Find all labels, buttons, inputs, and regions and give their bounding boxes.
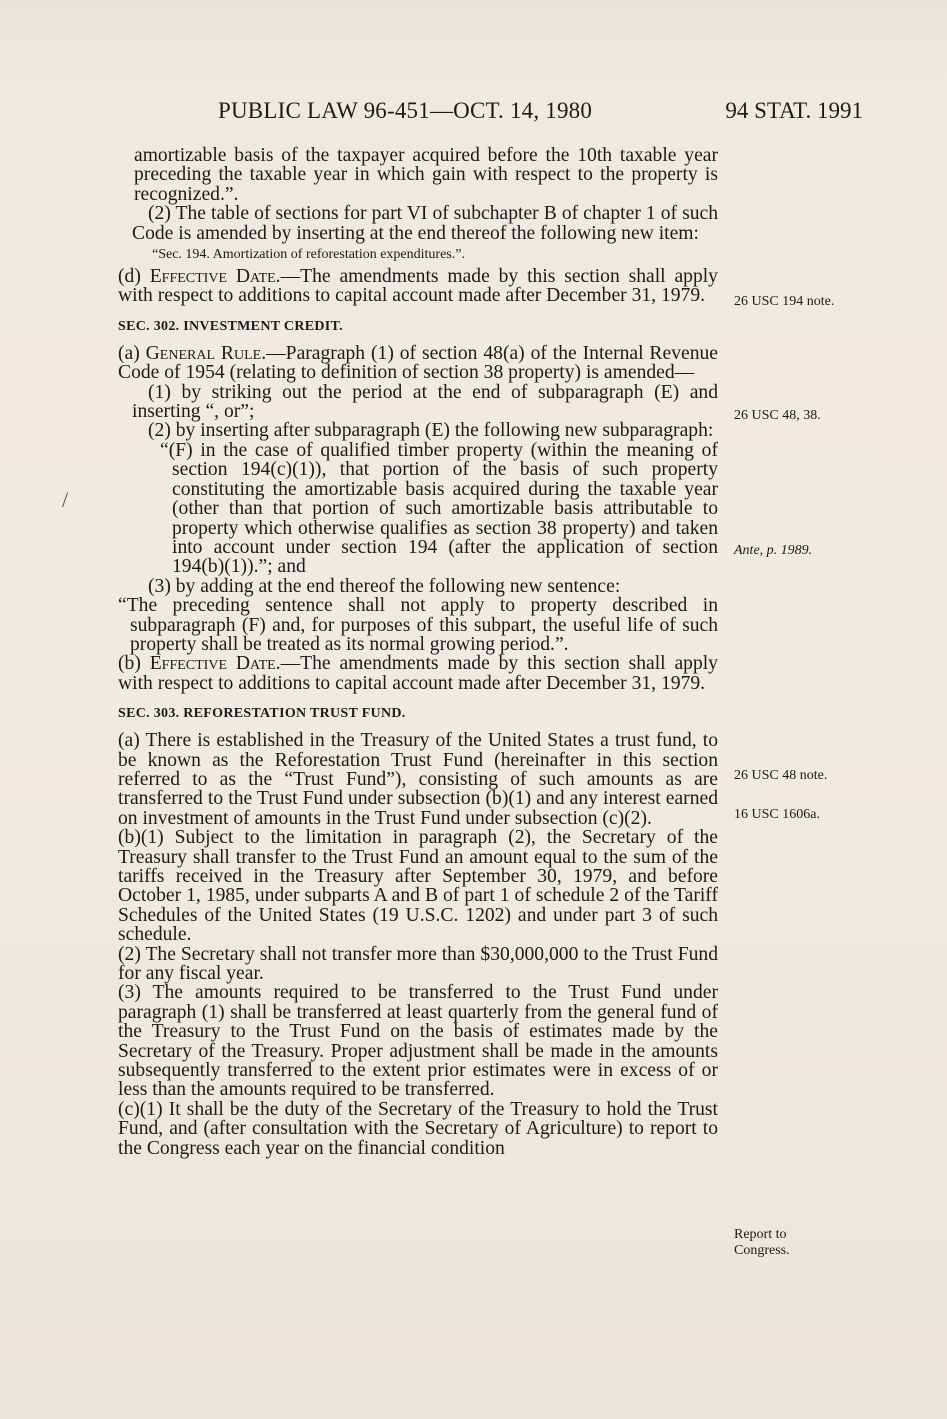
paragraph-subparagraph-f: “(F) in the case of qualified timber property (within the meaning of section 194(c)(1)), that portion of the basis of such property constituting the amortizable basis acquired during the taxable year (other than that portion of such amortizable basis attributable to property which otherwise qualifies as section 38 property) and taken into account under section 194 (after the application of section 194(b)(1)).”; and <box>160 439 718 578</box>
margin-note-ante: Ante, p. 1989. <box>734 543 813 558</box>
page-header <box>218 98 863 128</box>
paragraph-trust-fund-established: (a) There is established in the Treasury of the United States a trust fund, to be known as the Reforestation Trust Fund (hereinafter in this section referred to as the “Trust Fund”), consisting of such amounts as are transferred to the Trust Fund under subsection (b)(1) and any interest earned on investment of amounts in the Trust Fund under subsection (c)(2). <box>118 730 718 829</box>
paragraph-table-amendment: (2) The table of sections for part VI of subchapter B of chapter 1 of such Code is amended by inserting at the end thereof the following new item: <box>132 203 718 244</box>
paragraph-effective-date-b: (b) Effective Date.—The amendments made by this section shall apply with respect to additions to capital account made after December 31, 1979. <box>118 653 718 694</box>
margin-note-16-usc-1606a: 16 USC 1606a. <box>734 807 820 822</box>
paragraph-duty-c1: (c)(1) It shall be the duty of the Secretary of the Treasury to hold the Trust Fund, and (after consultation with the Secretary of Agriculture) to report to the Congress each year on the financial condition <box>118 1098 718 1159</box>
paragraph-new-sentence: “The preceding sentence shall not apply to property described in subparagraph (F) and, for purposes of this subpart, the useful life of such property shall be treated as its normal growing period.”. <box>118 595 718 655</box>
paragraph-clause-3: (3) by adding at the end thereof the following new sentence: <box>148 575 621 597</box>
paragraph-transfer-schedule-b3: (3) The amounts required to be transferred to the Trust Fund under paragraph (1) shall be transferred at least quarterly from the general fund of the Treasury to the Trust Fund on the basis of estimates made by the Secretary of the Treasury. Proper adjustment shall be made in the amounts subsequently transferred to the extent prior estimates were in excess of or less than the amounts required to be transferred. <box>118 982 718 1101</box>
margin-note-report-to-congress: Report to Congress. <box>734 1227 790 1258</box>
paragraph-clause-2: (2) by inserting after subparagraph (E) the following new subparagraph: <box>148 420 714 442</box>
new-table-item: “Sec. 194. Amortization of reforestation expenditures.”. <box>152 247 465 263</box>
margin-note-26-usc-48-38: 26 USC 48, 38. <box>734 408 821 423</box>
paragraph-general-rule: (a) General Rule.—Paragraph (1) of section 48(a) of the Internal Revenue Code of 1954 (relating to definition of section 38 property) is amended— <box>118 342 718 384</box>
margin-note-26-usc-48: 26 USC 48 note. <box>734 768 828 783</box>
paragraph-effective-date-d: (d) Effective Date.—The amendments made by this section shall apply with respect to additions to capital account made after December 31, 1979. <box>118 266 718 307</box>
document-body <box>118 146 718 1158</box>
section-heading-302: SEC. 302. INVESTMENT CREDIT. <box>118 318 343 334</box>
statute-page-number: 94 STAT. 1991 <box>725 98 863 123</box>
margin-note-26-usc-194: 26 USC 194 note. <box>734 294 835 309</box>
section-heading-303: SEC. 303. REFORESTATION TRUST FUND. <box>118 706 406 722</box>
paragraph-transfer-b1: (b)(1) Subject to the limitation in paragraph (2), the Secretary of the Treasury shall transfer to the Trust Fund an amount equal to the sum of the tariffs received in the Treasury after September 30, 1979, and before October 1, 1985, under subparts A and B of part 1 of schedule 2 of the Tariff Schedules of the United States (19 U.S.C. 1202) and under part 3 of such schedule. <box>118 827 718 946</box>
paragraph-clause-1: (1) by striking out the period at the end of subparagraph (E) and inserting “, or”; <box>132 381 718 423</box>
margin-pen-mark: / <box>62 487 69 512</box>
public-law-citation: PUBLIC LAW 96-451—OCT. 14, 1980 <box>218 98 593 123</box>
paragraph-continuation: amortizable basis of the taxpayer acquired before the 10th taxable year preceding the taxable year in which gain with respect to the property is recognized.”. <box>134 145 718 205</box>
paragraph-transfer-limit-b2: (2) The Secretary shall not transfer more than $30,000,000 to the Trust Fund for any fiscal year. <box>118 943 718 985</box>
